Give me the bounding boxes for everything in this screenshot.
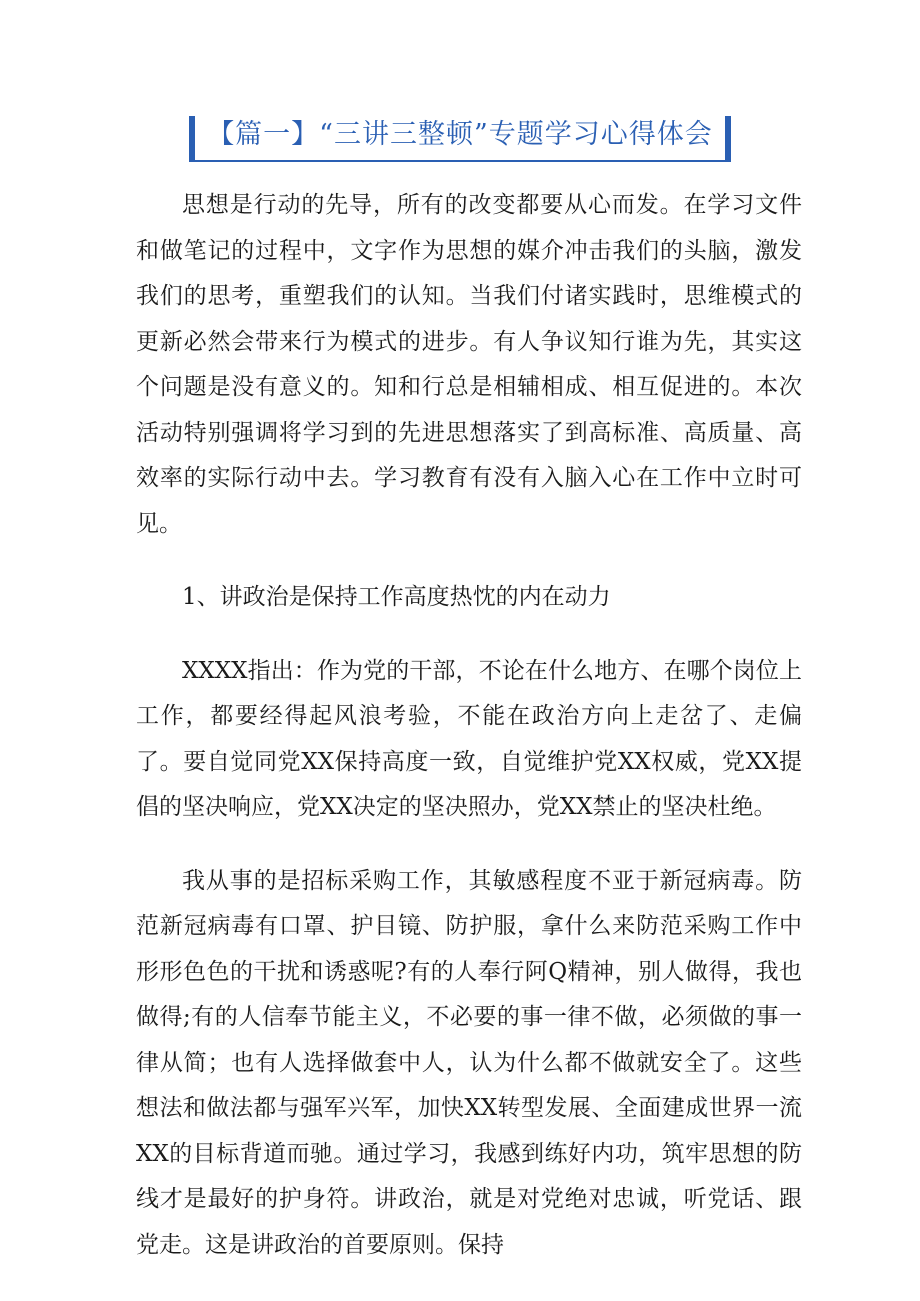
document-title-text: 【篇一】“三讲三整顿”专题学习心得体会 <box>207 119 713 150</box>
document-body <box>136 183 802 1296</box>
document-title <box>189 114 731 162</box>
paragraph-3: 我从事的是招标采购工作，其敏感程度不亚于新冠病毒。防范新冠病毒有口罩、护目镜、防护服，拿什么来防范采购工作中形形色色的干扰和诱惑呢?有的人奉行阿Q精神，别人做得，我也做得;有的人信奉节能主义，不必要的事一律不做，必须做的事一律从简；也有人选择做套中人，认为什么都不做就安全了。这些想法和做法都与强军兴军，加快XX转型发展、全面建成世界一流XX的目标背道而驰。通过学习，我感到练好内功，筑牢思想的防线才是最好的护身符。讲政治，就是对党绝对忠诚，听党话、跟党走。这是讲政治的首要原则。保持 <box>136 867 802 1258</box>
title-right-bar <box>725 116 731 160</box>
paragraph-1: 思想是行动的先导，所有的改变都要从心而发。在学习文件和做笔记的过程中，文字作为思想的媒介冲击我们的头脑，激发我们的思考，重塑我们的认知。当我们付诸实践时，思维模式的更新必然会带来行为模式的进步。有人争议知行谁为先，其实这个问题是没有意义的。知和行总是相辅相成、相互促进的。本次活动特别强调将学习到的先进思想落实了到高标准、高质量、高效率的实际行动中去。学习教育有没有入脑入心在工作中立时可见。 <box>136 192 802 537</box>
title-container <box>0 114 920 162</box>
section-heading-1: 1、讲政治是保持工作高度热忱的内在动力 <box>182 584 611 610</box>
paragraph-2: XXXX指出：作为党的干部，不论在什么地方、在哪个岗位上工作，都要经得起风浪考验，不能在政治方向上走岔了、走偏了。要自觉同党XX保持高度一致，自觉维护党XX权威，党XX提倡的坚决响应，党XX决定的坚决照办，党XX禁止的坚决杜绝。 <box>136 657 802 820</box>
title-left-bar <box>189 116 195 160</box>
